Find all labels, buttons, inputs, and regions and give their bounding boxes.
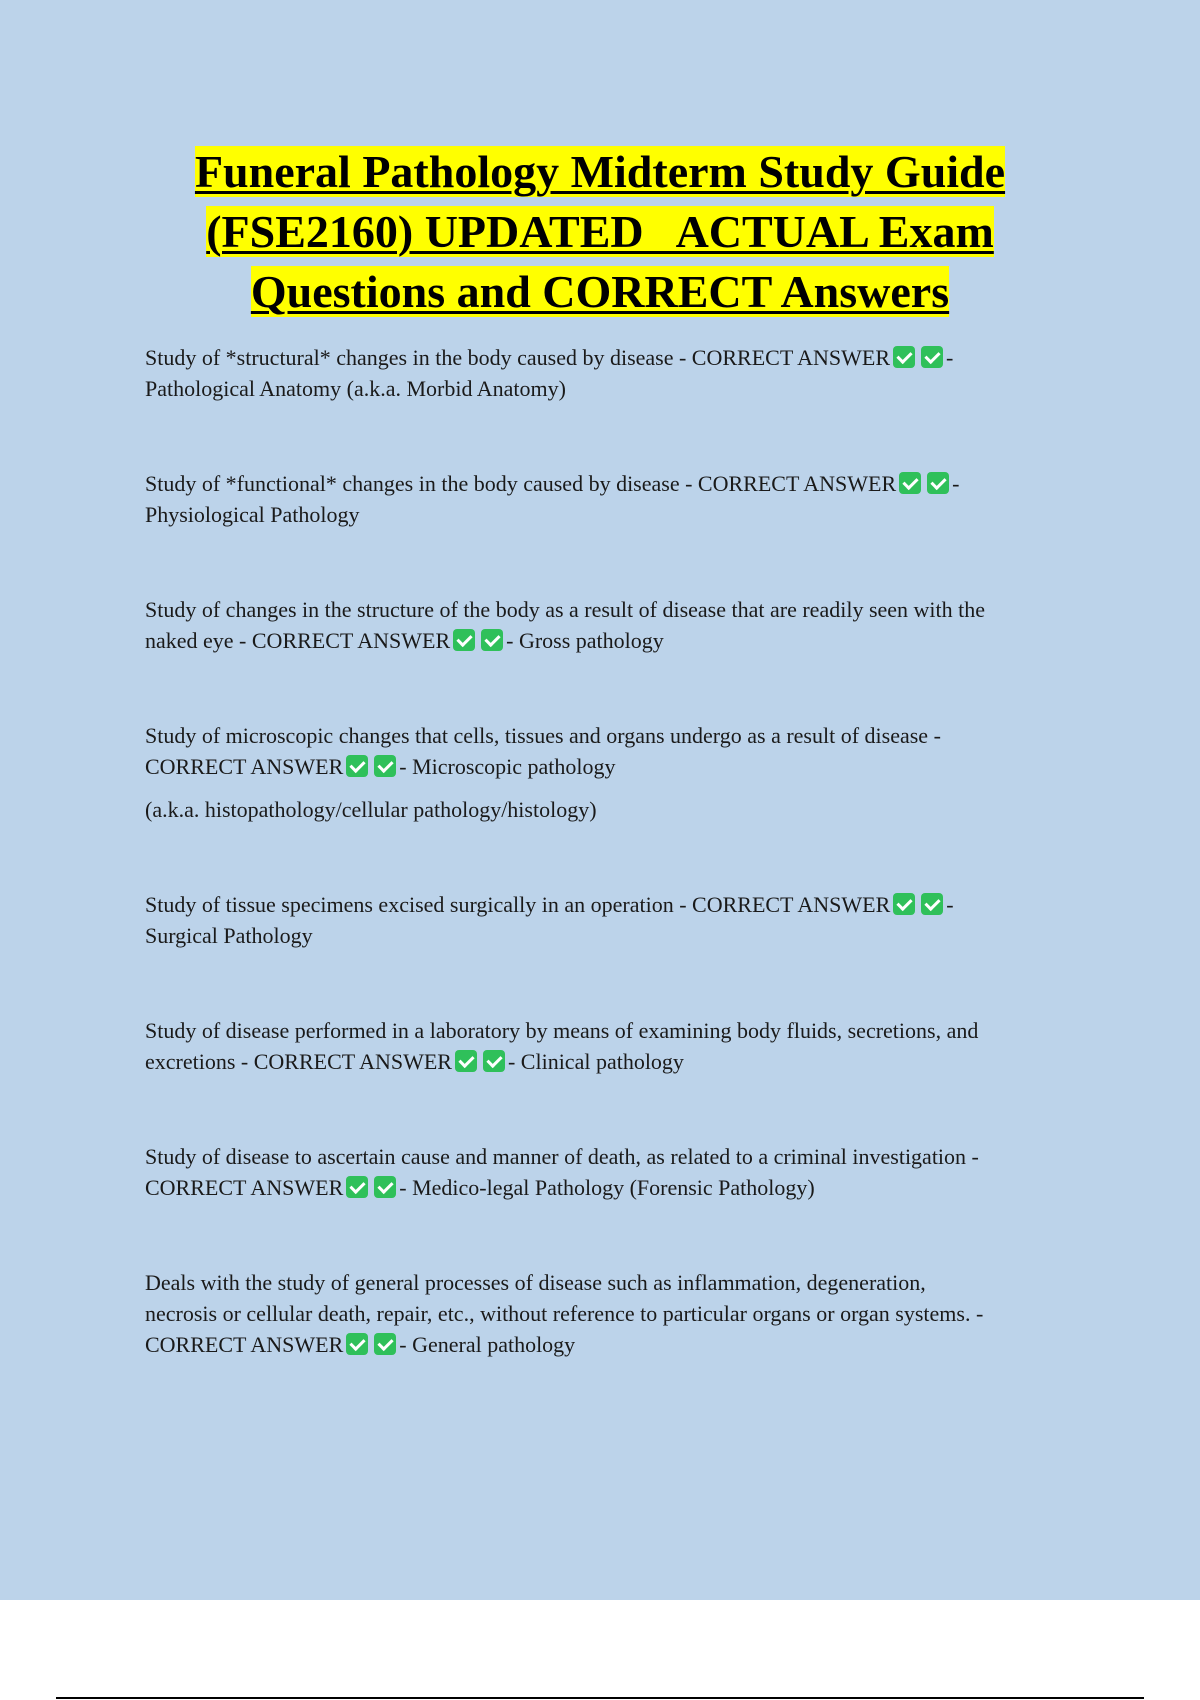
answer-note: (a.k.a. histopathology/cellular pathology/histology) — [145, 797, 597, 822]
answer-text: - Medico-legal Pathology (Forensic Pathology) — [399, 1175, 815, 1200]
question-text: CORRECT ANSWER — [145, 754, 344, 779]
answer-separator: - — [946, 892, 954, 917]
question-text: Study of disease performed in a laboratory by means of examining body fluids, secretions, and — [145, 1018, 979, 1043]
answer-separator: - — [946, 345, 954, 370]
check-mark-icon — [453, 629, 475, 651]
qa-item — [145, 594, 1080, 656]
title-line-3: Questions and CORRECT Answers — [250, 266, 950, 317]
qa-line — [145, 468, 1080, 499]
qa-line — [145, 342, 1080, 373]
qa-item — [145, 720, 1080, 825]
answer-text: - Gross pathology — [506, 628, 664, 653]
answer-text: Surgical Pathology — [145, 923, 313, 948]
question-text: Study of disease to ascertain cause and manner of death, as related to a criminal investigation - — [145, 1144, 979, 1169]
check-mark-icon — [346, 1333, 368, 1355]
answer-text: - Clinical pathology — [507, 1049, 684, 1074]
qa-item — [145, 1267, 1080, 1360]
check-mark-icon — [921, 346, 943, 368]
question-text: CORRECT ANSWER — [145, 1175, 344, 1200]
qa-item — [145, 342, 1080, 404]
qa-line — [145, 625, 1080, 656]
footer-divider — [56, 1697, 1144, 1699]
question-text: Study of changes in the structure of the body as a result of disease that are readily seen with the — [145, 597, 986, 622]
answer-text: Physiological Pathology — [145, 502, 360, 527]
check-mark-icon — [346, 1176, 368, 1198]
qa-line — [145, 1172, 1080, 1203]
question-text: naked eye - CORRECT ANSWER — [145, 628, 451, 653]
question-text: Study of tissue specimens excised surgically in an operation - CORRECT ANSWER — [145, 892, 891, 917]
check-mark-icon — [374, 1333, 396, 1355]
question-text: Study of microscopic changes that cells, tissues and organs undergo as a result of disease - — [145, 723, 941, 748]
check-mark-icon — [481, 629, 503, 651]
answer-separator: - — [952, 471, 960, 496]
qa-item — [145, 889, 1080, 951]
title-line-2: (FSE2160) UPDATED ACTUAL Exam — [206, 206, 994, 257]
qa-line — [145, 1329, 1080, 1360]
question-text: necrosis or cellular death, repair, etc., without reference to particular organs or organ systems. - — [145, 1301, 984, 1326]
qa-item — [145, 468, 1080, 530]
question-text: excretions - CORRECT ANSWER — [145, 1049, 452, 1074]
check-mark-icon — [483, 1050, 505, 1072]
check-mark-icon — [921, 893, 943, 915]
check-mark-icon — [893, 346, 915, 368]
question-text: Deals with the study of general processes of disease such as inflammation, degeneration, — [145, 1270, 926, 1295]
page-title — [100, 142, 1100, 322]
check-mark-icon — [374, 1176, 396, 1198]
answer-text: - General pathology — [399, 1332, 576, 1357]
question-text: Study of *structural* changes in the body caused by disease - CORRECT ANSWER — [145, 345, 891, 370]
answer-text: Pathological Anatomy (a.k.a. Morbid Anatomy) — [145, 376, 566, 401]
check-mark-icon — [374, 755, 396, 777]
answer-text: - Microscopic pathology — [399, 754, 616, 779]
qa-item — [145, 1141, 1080, 1203]
title-line-1: Funeral Pathology Midterm Study Guide — [194, 146, 1006, 197]
check-mark-icon — [899, 472, 921, 494]
question-text: Study of *functional* changes in the body caused by disease - CORRECT ANSWER — [145, 471, 897, 496]
qa-line — [145, 1046, 1080, 1077]
qa-list — [145, 342, 1080, 1424]
check-mark-icon — [893, 893, 915, 915]
check-mark-icon — [455, 1050, 477, 1072]
question-text: CORRECT ANSWER — [145, 1332, 344, 1357]
qa-line — [145, 751, 1080, 782]
qa-line — [145, 889, 1080, 920]
check-mark-icon — [927, 472, 949, 494]
qa-item — [145, 1015, 1080, 1077]
check-mark-icon — [346, 755, 368, 777]
